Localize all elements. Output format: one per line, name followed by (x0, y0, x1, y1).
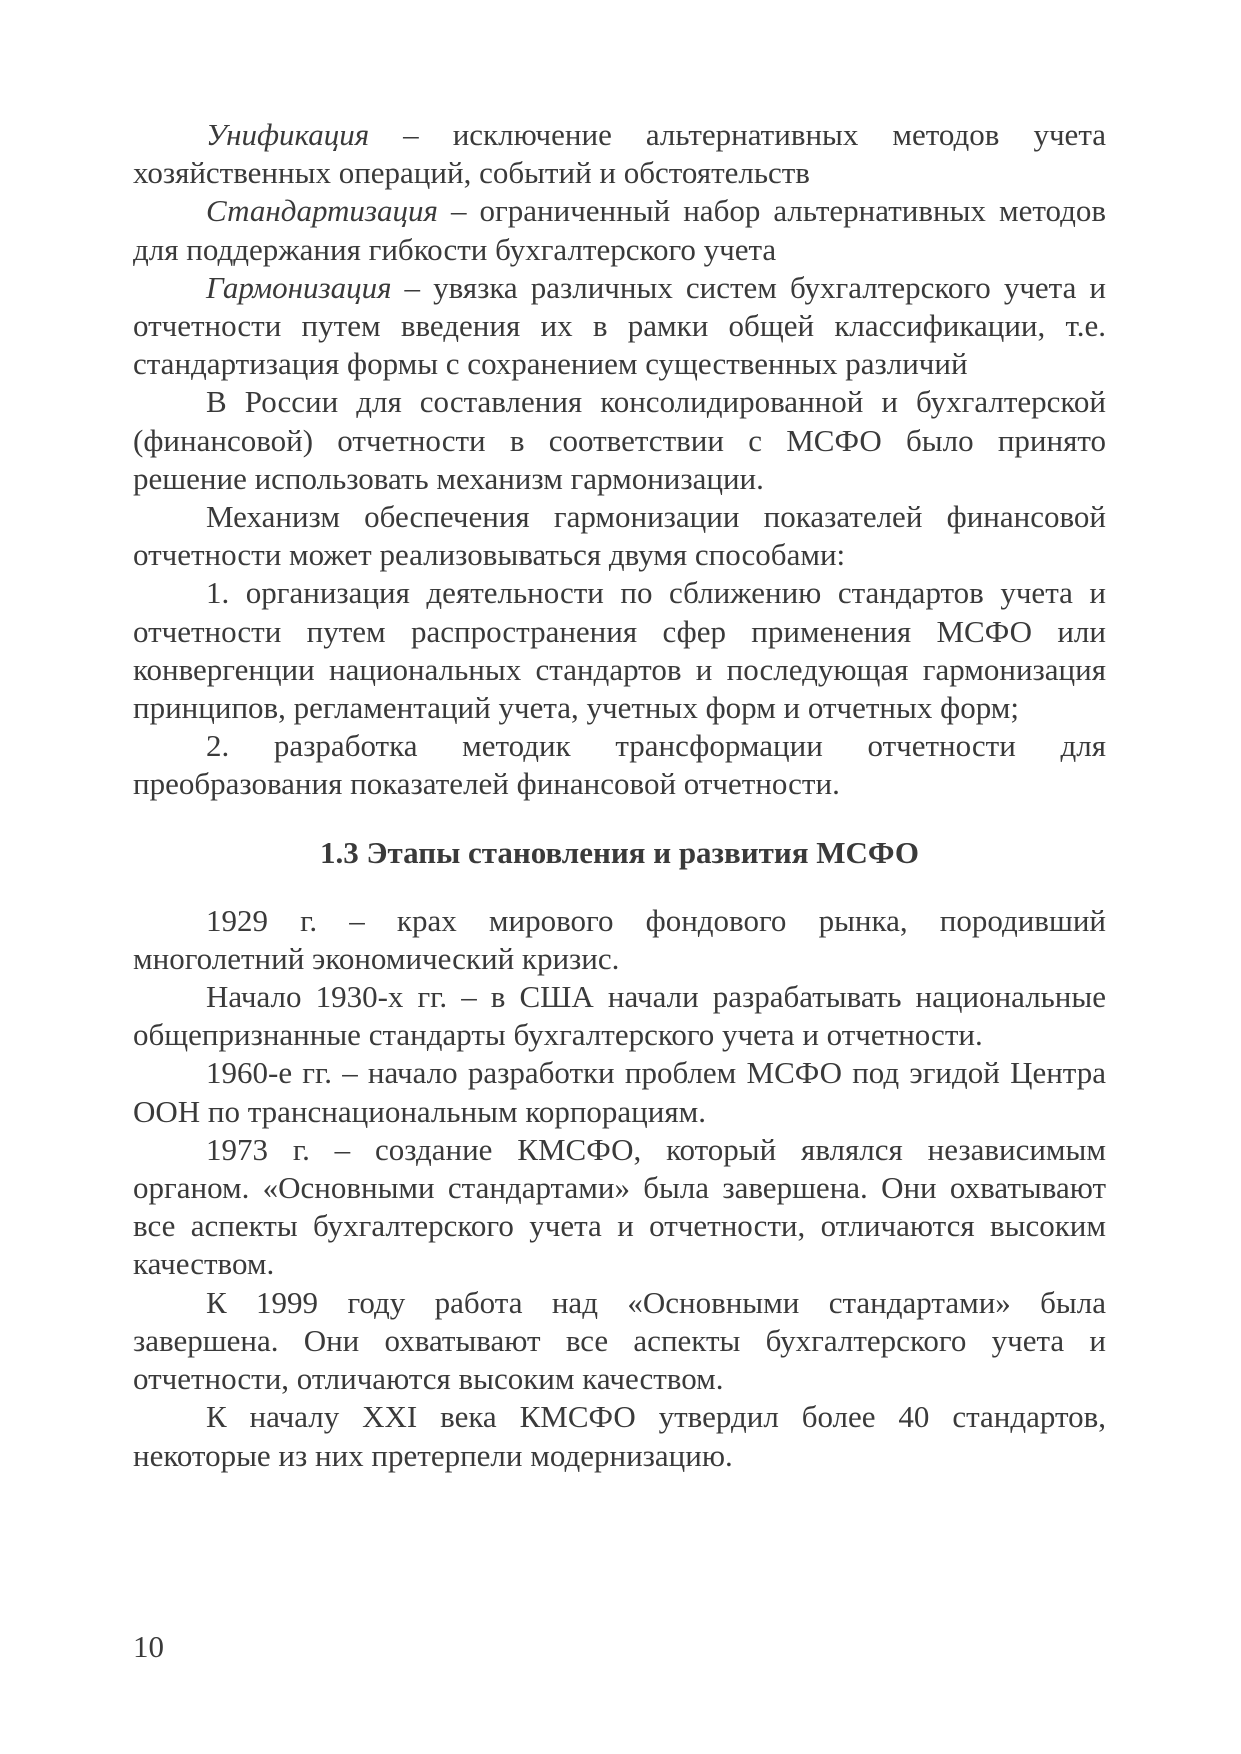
definition-text: – исключение альтернативных методов учета хозяйственных операций, событий и обстоятельств (133, 117, 1106, 191)
list-item-1: 1. организация деятельности по сближению стандартов учета и отчетности путем распространения сфер применения МСФО или конвергенции национальных стандартов и последующая гармонизация принципов, регламентаций учета, учетных форм и отчетных форм; (133, 575, 1106, 726)
definition-text: – ограниченный набор альтернативных методов для поддержания гибкости бухгалтерского учета (133, 193, 1106, 267)
definition-harmonization (133, 269, 1106, 384)
history-1930s: Начало 1930-х гг. – в США начали разрабатывать национальные общепризнанные стандарты бухгалтерского учета и отчетности. (133, 979, 1106, 1053)
definition-text: – увязка различных систем бухгалтерского учета и отчетности путем введения их в рамки общей классификации, т.е. стандартизация формы с сохранением существенных различий (133, 269, 1106, 382)
history-1929: 1929 г. – крах мирового фондового рынка, породивший многолетний экономический кризис. (133, 902, 1106, 976)
page-number: 10 (133, 1629, 164, 1664)
page-body (133, 116, 1106, 1475)
history-1973: 1973 г. – создание КМСФО, который являлся независимым органом. «Основными стандартами» была завершена. Они охватывают все аспекты бухгалтерского учета и отчетности, отличаются высоким качеством. (133, 1131, 1106, 1282)
paragraph-mechanism: Механизм обеспечения гармонизации показателей финансовой отчетности может реализовываться двумя способами: (133, 499, 1106, 573)
definition-term: Гармонизация (206, 269, 392, 305)
definition-unification (133, 116, 1106, 192)
definition-term: Стандартизация (206, 193, 438, 229)
list-item-2: 2. разработка методик трансформации отчетности для преобразования показателей финансовой отчетности. (133, 728, 1106, 802)
section-heading: 1.3 Этапы становления и развития МСФО (319, 834, 919, 870)
history-21st-century: К началу XXI века КМСФО утвердил более 40 стандартов, некоторые из них претерпели модернизацию. (133, 1399, 1106, 1473)
history-1960s: 1960-е гг. – начало разработки проблем МСФО под эгидой Центра ООН по транснациональным корпорациям. (133, 1055, 1106, 1129)
definition-term: Унификация (206, 117, 370, 152)
definition-standardization (133, 192, 1106, 268)
history-1999: К 1999 году работа над «Основными стандартами» была завершена. Они охватывают все аспекты бухгалтерского учета и отчетности, отличаются высоким качеством. (133, 1284, 1106, 1397)
paragraph-russia: В России для составления консолидированной и бухгалтерской (финансовой) отчетности в соответствии с МСФО было принято решение использовать механизм гармонизации. (133, 384, 1106, 496)
